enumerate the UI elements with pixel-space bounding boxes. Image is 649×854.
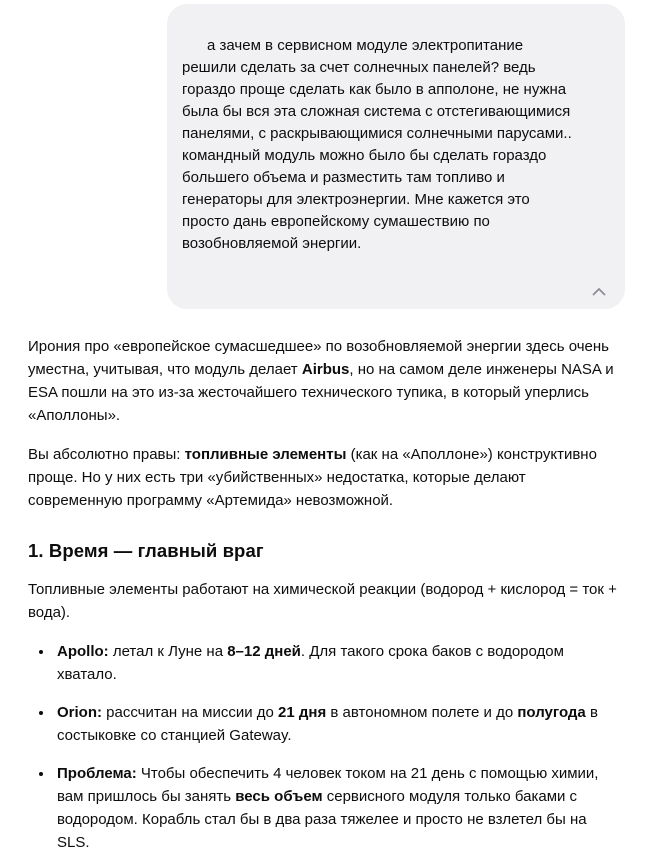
list-item-problem: • Проблема: Чтобы обеспечить 4 человек током на 21 день с помощью химии, вам пришлось бы занять весь объем сервисного модуля только баками с водородом. Корабль стал бы в два раза тяжелее и просто не взлетел бы на SLS. [54,762,620,854]
list-item-apollo: • Apollo: летал к Луне на 8–12 дней. Для такого срока баков с водородом хватало. [54,640,620,686]
chevron-up-icon [592,257,612,326]
assistant-paragraph-chemical-reaction: Топливные элементы работают на химической реакции (водород + кислород = ток + вода). [28,581,617,621]
user-message-text: а зачем в сервисном модуле электропитание решили сделать за счет солнечных панелей? ведь гораздо проще сделать как было в апполоне, не нужна была бы вся эта сложная система с отстегивающимися панелями, с раскрывающимися солнечными парусами.. командный модуль можно было бы сделать гораздо большего объема и разместить там топливо и генераторы для электроэнергии. Мне кажется это просто дань европейскому сумашествию по возобновляемой энергии. [182,37,576,252]
assistant-message [28,335,620,854]
section-heading-time: 1. Время — главный враг [28,540,264,561]
collapse-message-button[interactable] [592,281,612,301]
assistant-paragraph-fuel-cells: Вы абсолютно правы: топливные элементы (как на «Аполлоне») конструктивно проще. Но у них есть три «убийственных» недостатка, которые делают современную программу «Артемида» невозможной. [28,446,597,509]
user-message-row [0,0,649,309]
bullet-list [28,640,620,854]
user-message-bubble [167,4,625,309]
list-item-orion: • Orion: рассчитан на миссии до 21 дня в автономном полете и до полугода в состыковке со станцией Gateway. [54,701,620,747]
assistant-paragraph-irony: Ирония про «европейское сумасшедшее» по возобновляемой энергии здесь очень уместна, учитывая, что модуль делает Airbus, но на самом деле инженеры NASA и ESA пошли на это из-за жесточайшего технического тупика, в который уперлись «Аполлоны». [28,338,614,424]
